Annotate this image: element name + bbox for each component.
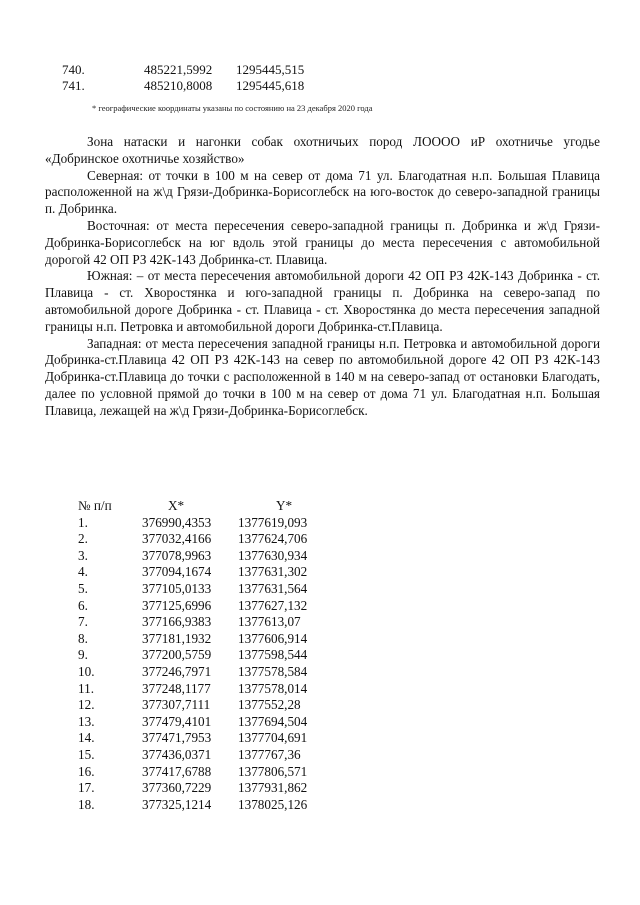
row-number: 13. [78,713,95,729]
row-number: 18. [78,796,95,812]
row-number: 1. [78,514,88,530]
y-coordinate: 1378025,126 [238,796,308,812]
header-x: X* [168,498,185,513]
south-boundary-paragraph: Южная: – от места пересечения автомобильной дороги 42 ОП РЗ 42К-143 Добринка - ст. Плавица - ст. Хворостянка и юго-западной границы п. Добринка на северо-запад по автомобильной дороге Добринка - ст. Плавица - ст. Хворостянка до места пересечения западной границы н.п. Петровка и автомобильной дороги Добринка-ст.Плавица. [45,268,600,334]
row-number: 3. [78,547,88,563]
row-number: 17. [78,780,95,796]
y-coordinate: 1377578,014 [238,680,308,696]
table-row [78,598,338,615]
row-number: 11. [78,680,94,696]
table-row [78,714,338,731]
y-coordinate: 1295445,618 [236,78,305,93]
row-number: 4. [78,564,88,580]
zone-title-paragraph: Зона натаски и нагонки собак охотничьих пород ЛОООО иР охотничье угодье «Добринское охотничье хозяйство» [45,134,600,166]
y-coordinate: 1377619,093 [238,514,308,530]
y-coordinate: 1295445,515 [236,62,305,77]
table-row [78,664,338,681]
x-coordinate: 377436,0371 [142,746,212,762]
x-coordinate: 377078,9963 [142,547,212,563]
row-number: 15. [78,746,95,762]
header-number: № п/п [78,498,112,513]
x-coordinate: 377032,4166 [142,531,212,547]
y-coordinate: 1377631,564 [238,580,308,596]
table-row [78,747,338,764]
row-number: 14. [78,730,95,746]
x-coordinate: 377166,9383 [142,614,212,630]
y-coordinate: 1377606,914 [238,630,308,646]
table-row [78,531,338,548]
x-coordinate: 377200,5759 [142,647,212,663]
table-row [78,647,338,664]
row-number: 2. [78,531,88,547]
table-row [78,614,338,631]
table-row [78,730,338,747]
y-coordinate: 1377552,28 [238,697,301,713]
y-coordinate: 1377578,584 [238,663,308,679]
row-number: 9. [78,647,88,663]
table-row [78,681,338,698]
x-coordinate: 485221,5992 [144,62,213,77]
y-coordinate: 1377630,934 [238,547,308,563]
x-coordinate: 377360,7229 [142,780,212,796]
row-number: 16. [78,763,95,779]
y-coordinate: 1377613,07 [238,614,301,630]
west-boundary-paragraph: Западная: от места пересечения западной границы н.п. Петровка и автомобильной дороги Добринка-ст.Плавица 42 ОП РЗ 42К-143 на север по автомобильной дороге 42 ОП РЗ 42К-143 Добринка-ст.Плавица до точки с расположенной в 140 м на северо-запад от остановки Благодать, далее по условной прямой до точки в 100 м на север от дома 71 ул. Благодатная н.п. Большая Плавица, лежащей на ж\д Грязи-Добринка-Борисоглебск. [45,335,600,418]
x-coordinate: 377307,7111 [142,697,211,713]
header-y: Y* [276,498,293,513]
y-coordinate: 1377598,544 [238,647,308,663]
y-coordinate: 1377767,36 [238,746,301,762]
table-row [62,78,326,94]
table-header-row [78,498,338,515]
table-row [78,697,338,714]
y-coordinate: 1377624,706 [238,531,308,547]
north-boundary-paragraph: Северная: от точки в 100 м на север от дома 71 ул. Благодатная н.п. Большая Плавица расположенной на ж\д Грязи-Добринка-Борисоглебск на юго-восток до северо-западной границы п. Добринка. [45,167,600,217]
x-coordinate: 485210,8008 [144,78,213,93]
row-number: 6. [78,597,88,613]
row-number: 10. [78,663,95,679]
x-coordinate: 377105,0133 [142,580,212,596]
table-row [78,548,338,565]
row-number: 12. [78,697,95,713]
y-coordinate: 1377627,132 [238,597,308,613]
x-coordinate: 377325,1214 [142,796,212,812]
x-coordinate: 376990,4353 [142,514,212,530]
table-row [78,581,338,598]
east-boundary-paragraph: Восточная: от места пересечения северо-западной границы п. Добринка и ж\д Грязи-Добринка-Борисоглебск на юг вдоль этой границы до места пересечения с автомобильной дорогой 42 ОП РЗ 42К-143 Добринка-ст. Плавица. [45,217,600,267]
y-coordinate: 1377694,504 [238,713,308,729]
y-coordinate: 1377931,862 [238,780,308,796]
x-coordinate: 377471,7953 [142,730,212,746]
x-coordinate: 377125,6996 [142,597,212,613]
coordinates-footnote: * географические координаты указаны по состоянию на 23 декабря 2020 года [92,103,373,113]
y-coordinate: 1377631,302 [238,564,308,580]
row-number: 741. [62,78,85,93]
row-number: 740. [62,62,85,77]
y-coordinate: 1377704,691 [238,730,308,746]
table-row [78,764,338,781]
x-coordinate: 377248,1177 [142,680,211,696]
zone-description [45,134,600,420]
y-coordinate: 1377806,571 [238,763,308,779]
x-coordinate: 377246,7971 [142,663,212,679]
table-row [78,631,338,648]
table-row [78,780,338,797]
row-number: 7. [78,614,88,630]
table-row [62,62,326,78]
x-coordinate: 377479,4101 [142,713,212,729]
table-row [78,797,338,814]
x-coordinate: 377417,6788 [142,763,212,779]
table-row [78,515,338,532]
row-number: 5. [78,580,88,596]
top-coordinates-table [62,62,326,94]
x-coordinate: 377094,1674 [142,564,212,580]
coordinates-table [78,498,338,813]
table-row [78,564,338,581]
row-number: 8. [78,630,88,646]
x-coordinate: 377181,1932 [142,630,212,646]
